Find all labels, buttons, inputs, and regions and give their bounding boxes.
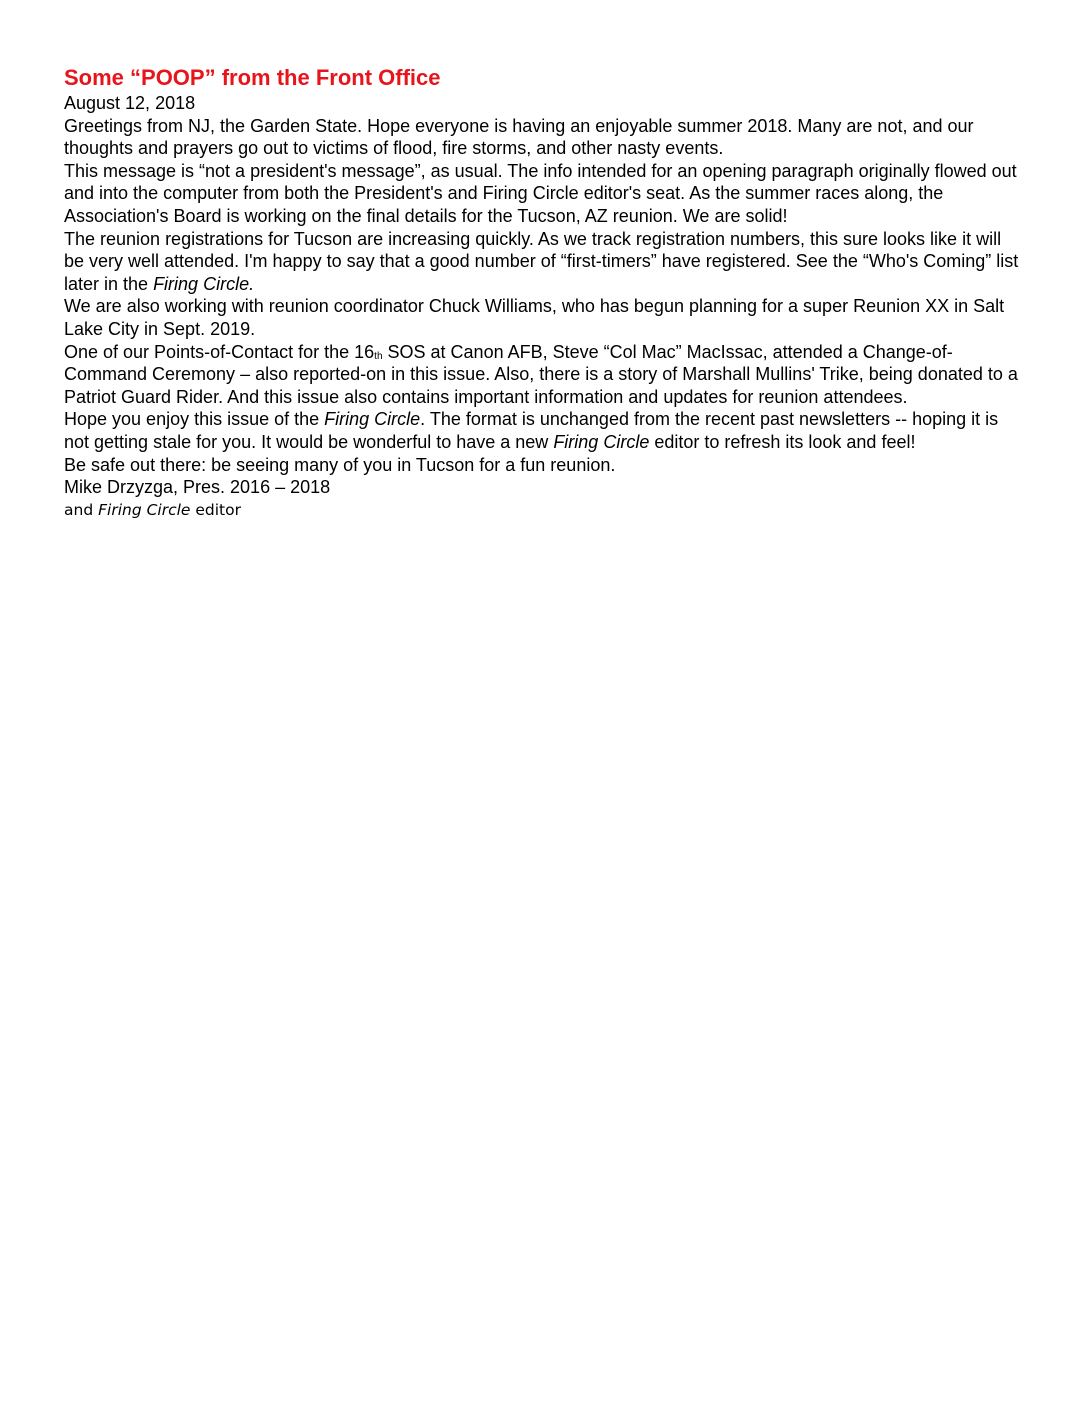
paragraph-registrations [64,228,1024,296]
article-date: August 12, 2018 [64,93,196,113]
paragraph-points-of-contact [64,341,1024,409]
paragraph-closing: Be safe out there: be seeing many of you in Tucson for a fun reunion. [64,454,616,475]
paragraph-enjoy-text-b: . The format is unchanged from the recent past newsletters -- hoping it is not getting stale for you. It would be wonderful to have a new [64,409,999,452]
ordinal-suffix: th [374,350,383,362]
paragraph-enjoy-text-c: editor to refresh its look and feel! [649,431,916,452]
signature-role-b: editor [190,500,241,519]
signature-role-a: and [64,500,99,519]
signature-role [64,499,1024,521]
publication-name: Firing Circle. [153,273,255,294]
publication-name: Firing Circle [553,431,650,452]
paragraph-poc-text-b: SOS at Canon AFB, Steve “Col Mac” MacIssac, attended a Change-of-Command Ceremony – also reported-on in this issue. Also, there is a story of Marshall Mullins' Trike, being donated to a Patriot Guard Rider. And this issue also contains important information and updates for reunion attendees. [64,341,1018,407]
article-title: Some “POOP” from the Front Office [64,65,441,90]
paragraph-enjoy-issue [64,408,1024,453]
paragraph-message: This message is “not a president's message”, as usual. The info intended for an opening paragraph originally flowed out and into the computer from both the President's and Firing Circle editor's seat. As the summer races along, the Association's Board is working on the final details for the Tucson, AZ reunion. We are solid! [64,160,1017,226]
paragraph-reunion-xx: We are also working with reunion coordinator Chuck Williams, who has begun planning for a super Reunion XX in Salt Lake City in Sept. 2019. [64,296,1005,339]
signature-name: Mike Drzyzga, Pres. 2016 – 2018 [64,477,331,498]
paragraph-registrations-text: The reunion registrations for Tucson are increasing quickly. As we track registration numbers, this sure looks like it will be very well attended. I'm happy to say that a good number of “first-timers” have registered. See the “Who's Coming” list later in the [64,228,1019,294]
newsletter-page [64,64,1024,521]
publication-name: Firing Circle [98,500,191,519]
paragraph-greetings: Greetings from NJ, the Garden State. Hope everyone is having an enjoyable summer 2018. Many are not, and our thoughts and prayers go out to victims of flood, fire storms, and other nasty events. [64,115,974,159]
publication-name: Firing Circle [324,409,421,430]
paragraph-poc-text-a: One of our Points-of-Contact for the 16 [64,341,375,362]
paragraph-enjoy-text-a: Hope you enjoy this issue of the [64,409,325,430]
